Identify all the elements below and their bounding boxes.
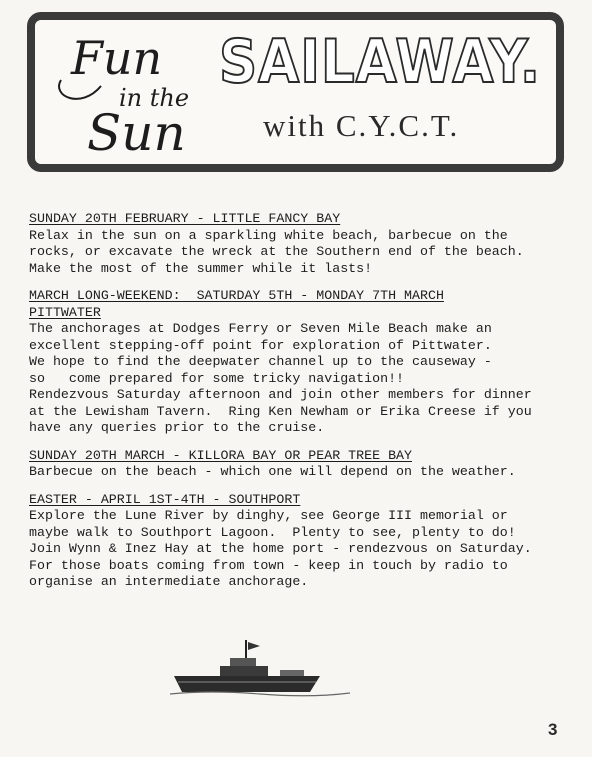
event-description-line: For those boats coming from town - keep in touch by radio to — [29, 557, 508, 573]
event-section — [29, 492, 569, 591]
sailaway-title-text: SAILAWAY. — [219, 27, 541, 94]
event-description-line: Join Wynn & Inez Hay at the home port - rendezvous on Saturday. — [29, 541, 532, 556]
logo-line-in-the: in the — [119, 84, 190, 112]
club-subtitle: with C.Y.C.T. — [263, 108, 460, 143]
event-description-line: We hope to find the deepwater channel up to the causeway - — [29, 354, 492, 369]
event-section — [29, 211, 569, 277]
fun-in-the-sun-logo — [41, 26, 211, 158]
event-section — [29, 288, 569, 437]
event-heading: SUNDAY 20TH FEBRUARY - LITTLE FANCY BAY — [29, 211, 341, 226]
event-description-line: Explore the Lune River by dinghy, see George III memorial or — [29, 508, 508, 523]
event-description-line: at the Lewisham Tavern. Ring Ken Newham or Erika Creese if you — [29, 403, 532, 419]
event-description-line: Rendezvous Saturday afternoon and join other members for dinner — [29, 387, 532, 402]
event-heading: EASTER - APRIL 1ST-4TH - SOUTHPORT — [29, 491, 301, 507]
event-heading: PITTWATER — [29, 304, 101, 320]
event-heading: MARCH LONG-WEEKEND: SATURDAY 5TH - MONDAY 7TH MARCH — [29, 288, 444, 303]
logo-line-sun: Sun — [87, 104, 186, 158]
header-banner — [27, 12, 564, 172]
event-section — [29, 448, 569, 481]
logo-line-fun: Fun — [71, 31, 163, 85]
event-description-line: organise an intermediate anchorage. — [29, 574, 309, 589]
event-description-line: Make the most of the summer while it lasts! — [29, 260, 373, 276]
event-heading: SUNDAY 20TH MARCH - KILLORA BAY OR PEAR TREE BAY — [29, 447, 413, 463]
event-description-line: excellent stepping-off point for exploration of Pittwater. — [29, 337, 492, 353]
event-description-line: maybe walk to Southport Lagoon. Plenty to see, plenty to do! — [29, 524, 516, 540]
motor-boat-illustration — [170, 636, 350, 698]
event-description-line: rocks, or excavate the wreck at the Southern end of the beach. — [29, 244, 524, 259]
event-description-line: The anchorages at Dodges Ferry or Seven Mile Beach make an — [29, 321, 492, 336]
page-number: 3 — [548, 720, 558, 739]
event-list — [29, 211, 569, 602]
event-description-line: so come prepared for some tricky navigation!! — [29, 370, 405, 386]
event-description-line: Relax in the sun on a sparkling white beach, barbecue on the — [29, 227, 508, 243]
event-description-line: have any queries prior to the cruise. — [29, 420, 325, 435]
event-description-line: Barbecue on the beach - which one will depend on the weather. — [29, 464, 516, 479]
sailaway-title — [211, 24, 551, 94]
